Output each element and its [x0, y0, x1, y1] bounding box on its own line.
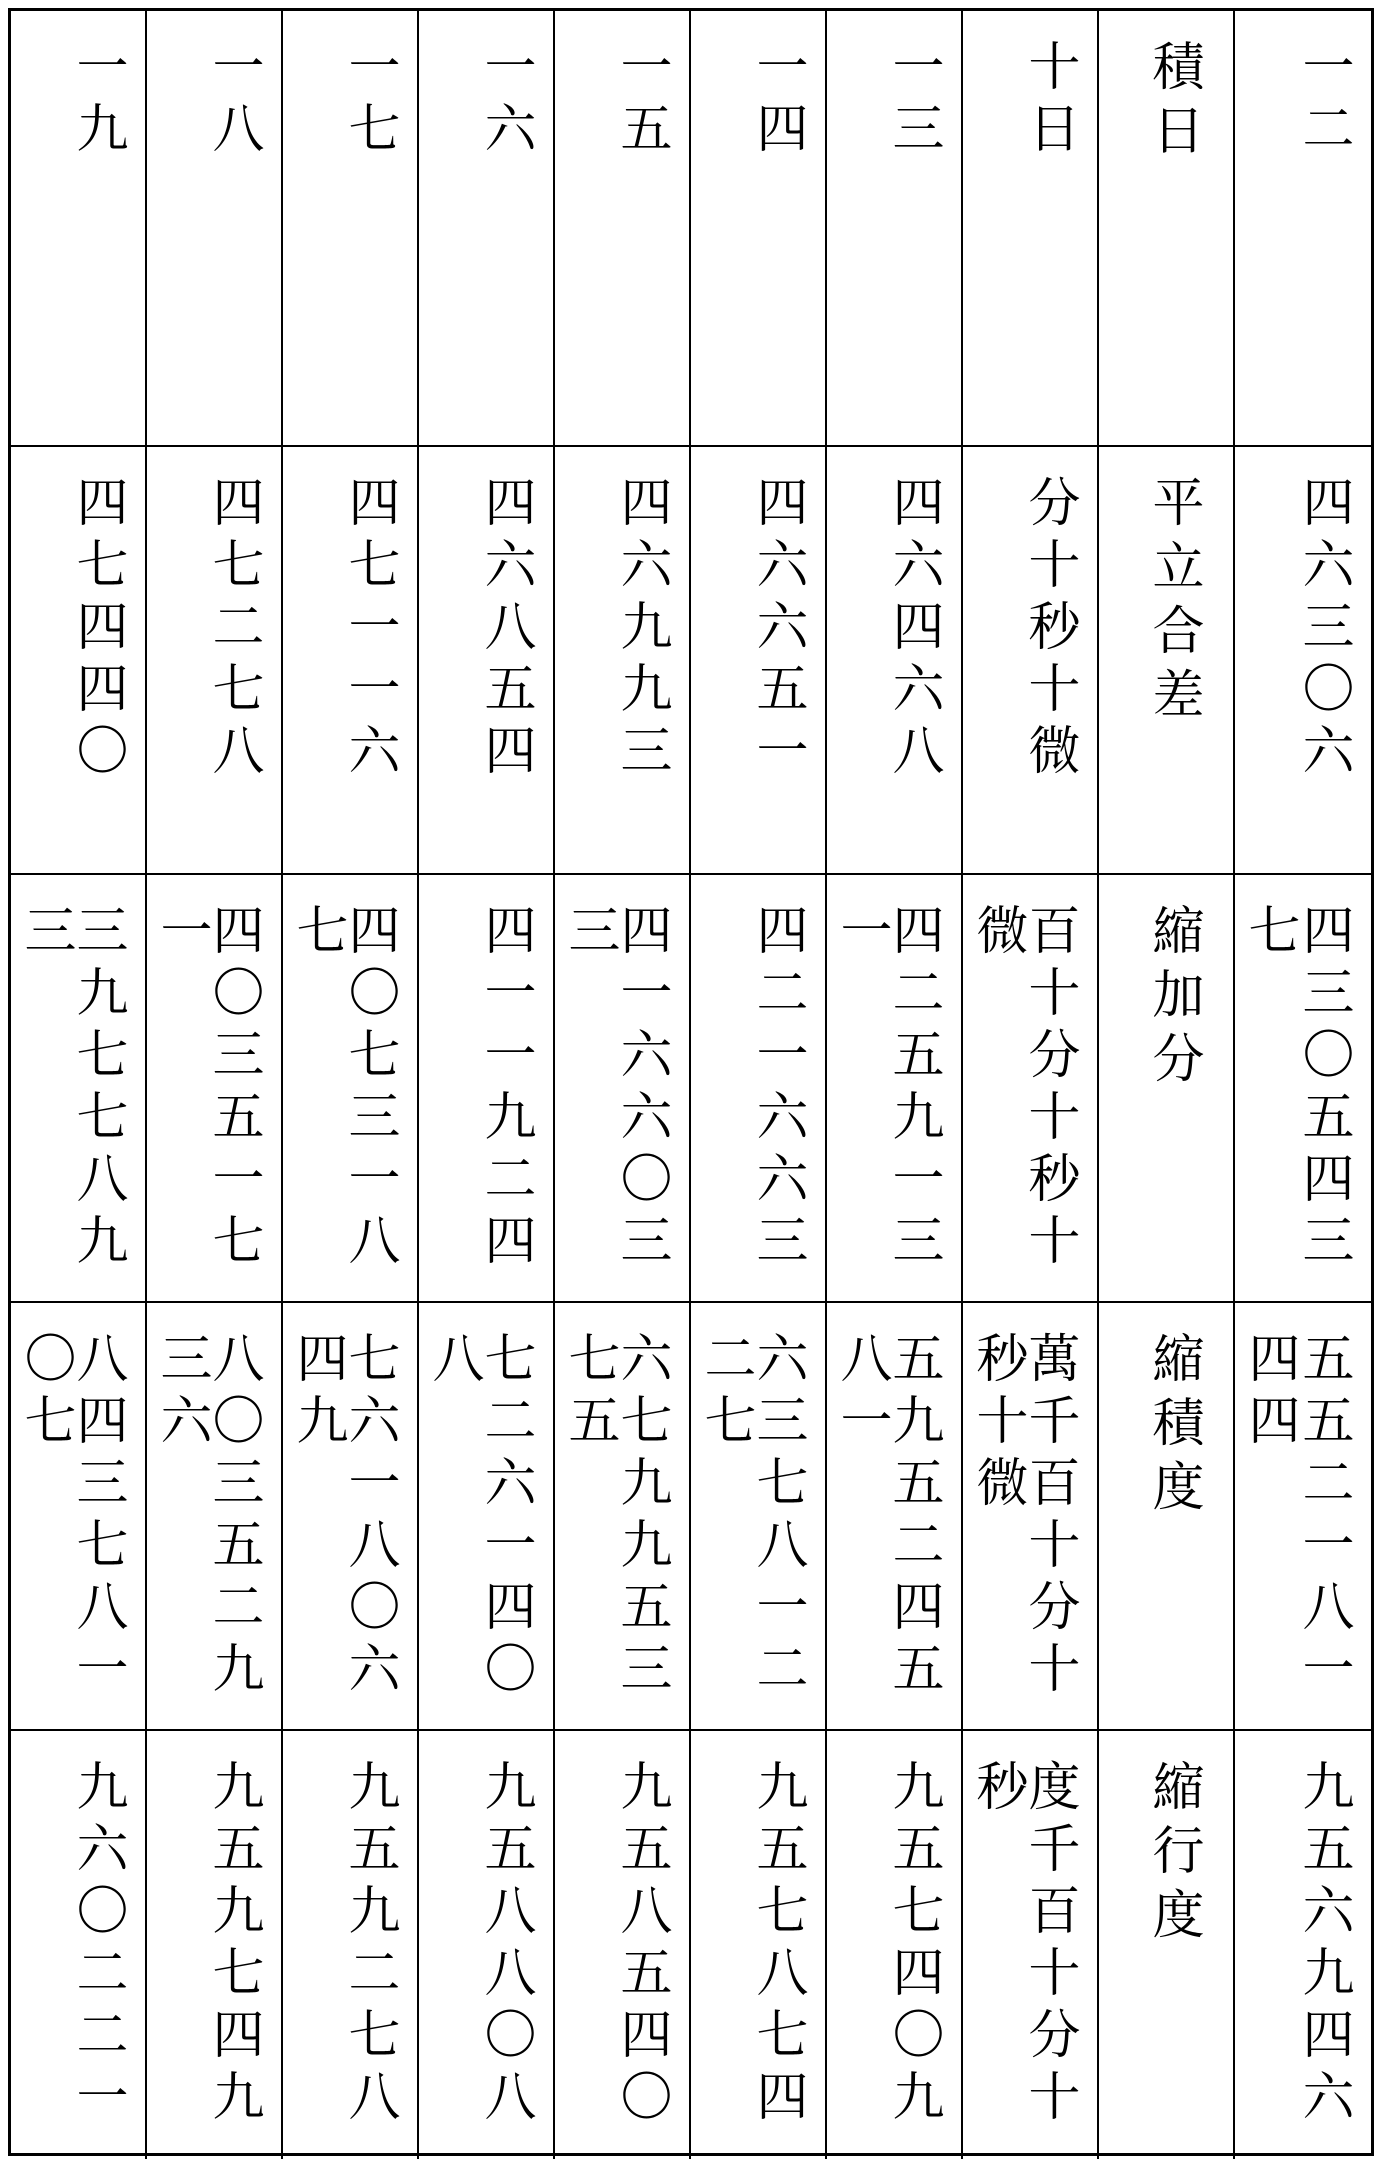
cell-value: 一七: [339, 39, 399, 163]
table-cell: [1099, 1731, 1235, 2159]
table-cell: [827, 11, 963, 447]
table-cell: [419, 875, 555, 1303]
cell-value: 四七二七八: [203, 475, 263, 785]
table-cell: [11, 1303, 147, 1731]
row-label: 縮行度: [1143, 1759, 1203, 1951]
table-cell: [963, 11, 1099, 447]
cell-value: 一五: [611, 39, 671, 163]
table-cell: [419, 1303, 555, 1731]
cell-value: 分十秒十微: [1019, 475, 1079, 785]
cell-value: 四〇七三一八: [339, 903, 399, 1275]
cell-value: 九五九二七八: [339, 1759, 399, 2131]
table-cell: [1099, 875, 1235, 1303]
cell-subvalue: 微: [967, 903, 1027, 965]
table-cell: [1099, 11, 1235, 447]
cell-value: 一四: [747, 39, 807, 163]
table-cell: [147, 875, 283, 1303]
table-cell: [691, 1303, 827, 1731]
cell-value: 一九: [67, 39, 127, 163]
table-cell: [283, 875, 419, 1303]
table-cell: [827, 1731, 963, 2159]
table-cell: [555, 1303, 691, 1731]
table-cell: [283, 11, 419, 447]
table-cell: [11, 11, 147, 447]
cell-value: 四〇三五一七: [203, 903, 263, 1275]
table-cell: [1099, 1303, 1235, 1731]
cell-value: 六三七八一二: [747, 1331, 807, 1703]
cell-value: 一六: [475, 39, 535, 163]
cell-value: 九五六九四六: [1293, 1759, 1353, 2131]
cell-value: 四一一九二四: [475, 903, 535, 1275]
cell-subvalue: 一: [831, 903, 891, 965]
cell-subvalue: 七: [287, 903, 347, 965]
cell-subvalue: 八: [423, 1331, 483, 1393]
cell-value: 四三〇五四三: [1293, 903, 1353, 1275]
cell-subvalue: 三: [559, 903, 619, 965]
cell-subvalue: 四九: [287, 1331, 347, 1455]
cell-value: 一三: [883, 39, 943, 163]
cell-value: 三九七七八九: [67, 903, 127, 1275]
cell-subvalue: 七五: [559, 1331, 619, 1455]
table-cell: [1099, 447, 1235, 875]
cell-subvalue: 二七: [695, 1331, 755, 1455]
table-cell: [691, 447, 827, 875]
cell-value: 四二一六六三: [747, 903, 807, 1275]
cell-subvalue: 秒: [967, 1759, 1027, 1821]
table-cell: [691, 11, 827, 447]
table-cell: [691, 875, 827, 1303]
cell-value: 四六八五四: [475, 475, 535, 785]
table-cell: [147, 447, 283, 875]
cell-value: 八〇三五二九: [203, 1331, 263, 1703]
row-label: 縮積度: [1143, 1331, 1203, 1523]
table-cell: [283, 447, 419, 875]
table-cell: [1235, 1303, 1371, 1731]
table-cell: [963, 447, 1099, 875]
cell-value: 四一六六〇三: [611, 903, 671, 1275]
cell-subvalue: 〇七: [15, 1331, 75, 1455]
cell-value: 五五二一八一: [1293, 1331, 1353, 1703]
row-label: 平立合差: [1143, 475, 1203, 731]
table-cell: [691, 1731, 827, 2159]
row-label: 積日: [1143, 39, 1203, 167]
cell-value: 四二五九一三: [883, 903, 943, 1275]
cell-subvalue: 四四: [1239, 1331, 1299, 1455]
table-cell: [827, 1303, 963, 1731]
cell-subvalue: 八一: [831, 1331, 891, 1455]
table-cell: [419, 447, 555, 875]
table-cell: [419, 11, 555, 447]
table-cell: [555, 875, 691, 1303]
cell-subvalue: 三六: [151, 1331, 211, 1455]
table-cell: [11, 875, 147, 1303]
cell-value: 四七四四〇: [67, 475, 127, 785]
table-cell: [1235, 875, 1371, 1303]
table-cell: [555, 1731, 691, 2159]
cell-value: 七六一八〇六: [339, 1331, 399, 1703]
cell-value: 四六九九三: [611, 475, 671, 785]
table-cell: [963, 875, 1099, 1303]
cell-value: 一八: [203, 39, 263, 163]
cell-value: 四六六五一: [747, 475, 807, 785]
table-cell: [963, 1731, 1099, 2159]
cell-value: 五九五二四五: [883, 1331, 943, 1703]
table-cell: [11, 1731, 147, 2159]
cell-value: 一二: [1293, 39, 1353, 163]
cell-value: 四六四六八: [883, 475, 943, 785]
table-cell: [555, 11, 691, 447]
cell-subvalue: 秒十微: [967, 1331, 1027, 1517]
cell-value: 六七九九五三: [611, 1331, 671, 1703]
cell-value: 九五九七四九: [203, 1759, 263, 2131]
cell-subvalue: 七: [1239, 903, 1299, 965]
table-cell: [147, 11, 283, 447]
table-cell: [283, 1303, 419, 1731]
table-cell: [1235, 11, 1371, 447]
cell-value: 度千百十分十: [1019, 1759, 1079, 2131]
cell-subvalue: 三: [15, 903, 75, 965]
table-cell: [827, 447, 963, 875]
table-cell: [555, 447, 691, 875]
table-cell: [827, 875, 963, 1303]
table-cell: [963, 1303, 1099, 1731]
table-cell: [147, 1731, 283, 2159]
cell-value: 九六〇二二一: [67, 1759, 127, 2131]
cell-value: 九五七八七四: [747, 1759, 807, 2131]
table-cell: [283, 1731, 419, 2159]
cell-value: 八四三七八一: [67, 1331, 127, 1703]
cell-value: 萬千百十分十: [1019, 1331, 1079, 1703]
table-cell: [1235, 447, 1371, 875]
cell-value: 九五八五四〇: [611, 1759, 671, 2131]
table-cell: [419, 1731, 555, 2159]
row-label: 縮加分: [1143, 903, 1203, 1095]
table-cell: [11, 447, 147, 875]
cell-value: 四七一一六: [339, 475, 399, 785]
cell-value: 九五七四〇九: [883, 1759, 943, 2131]
cell-value: 九五八八〇八: [475, 1759, 535, 2131]
cell-subvalue: 一: [151, 903, 211, 965]
cell-value: 四六三〇六: [1293, 475, 1353, 785]
almanac-table: [8, 8, 1374, 2156]
table-cell: [147, 1303, 283, 1731]
cell-value: 七二六一四〇: [475, 1331, 535, 1703]
cell-value: 十日: [1019, 39, 1079, 163]
cell-value: 百十分十秒十: [1019, 903, 1079, 1275]
table-cell: [1235, 1731, 1371, 2159]
